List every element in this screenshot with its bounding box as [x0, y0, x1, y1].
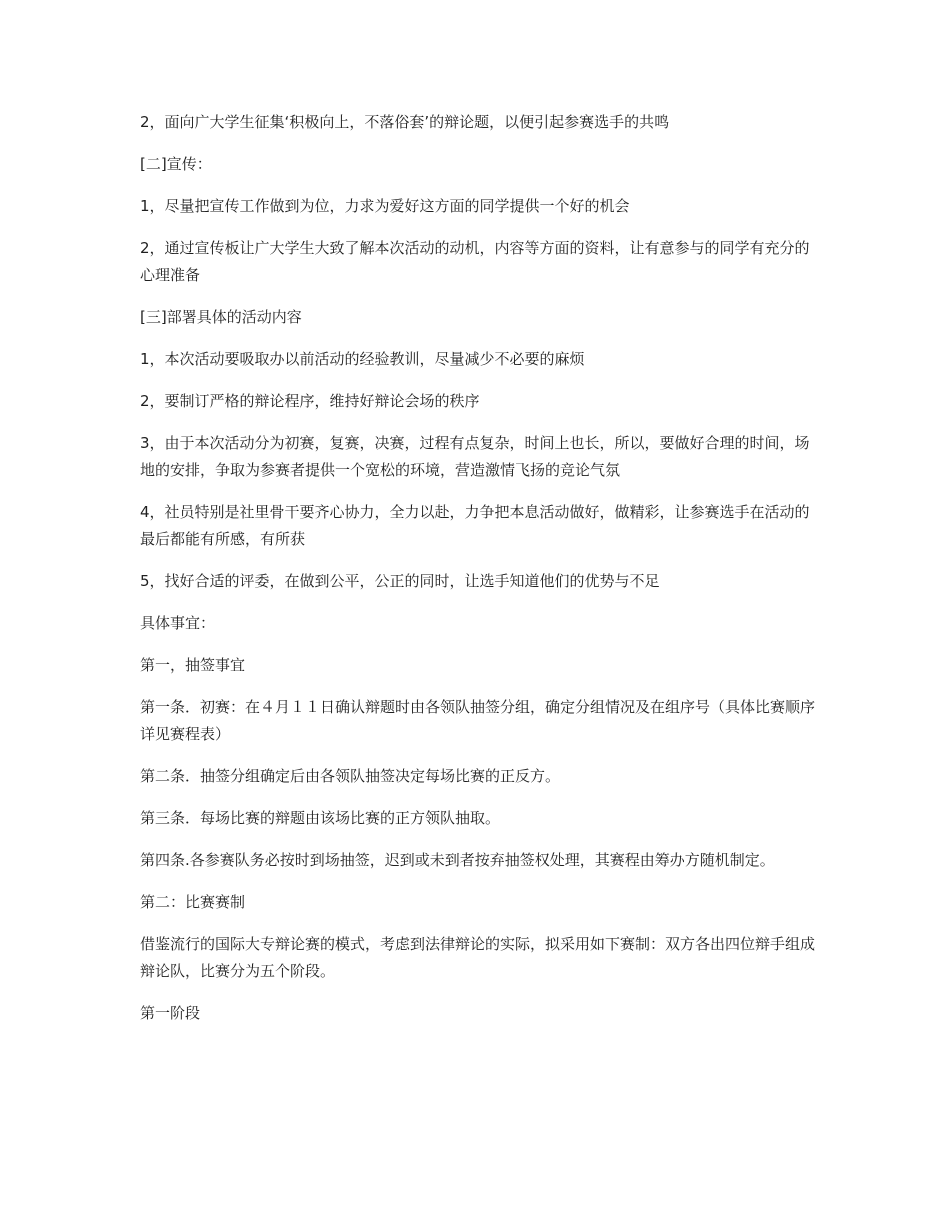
paragraph-arrangement-5: 5，找好合适的评委，在做到公平，公正的同时，让选手知道他们的优势与不足	[140, 572, 660, 590]
section-heading-format: 第二：比赛赛制	[140, 893, 246, 911]
section-heading-publicity: [二]宣传：	[140, 155, 212, 173]
section-heading-stage-1: 第一阶段	[140, 1004, 201, 1022]
paragraph-draw-article-3: 第三条．每场比赛的辩题由该场比赛的正方领队抽取。	[140, 809, 501, 827]
section-heading-arrangement: [三]部署具体的活动内容	[140, 308, 302, 326]
paragraph-publicity-2: 2，通过宣传板让广大学生大致了解本次活动的动机，内容等方面的资料，让有意参与的同学有充分的心理准备	[140, 239, 810, 284]
paragraph-arrangement-3: 3，由于本次活动分为初赛，复赛，决赛，过程有点复杂，时间上也长，所以，要做好合理的时间，场地的安排，争取为参赛者提供一个宽松的环境，营造激情飞扬的竞论气氛	[140, 434, 810, 479]
paragraph-draw-article-2: 第二条．抽签分组确定后由各领队抽签决定每场比赛的正反方。	[140, 767, 561, 785]
paragraph-format-description: 借鉴流行的国际大专辩论赛的模式，考虑到法律辩论的实际，拟采用如下赛制：双方各出四位辩手组成辩论队，比赛分为五个阶段。	[140, 935, 816, 980]
paragraph-promo-topic-collection: 2，面向广大学生征集‘积极向上，不落俗套’的辩论题，以便引起参赛选手的共鸣	[140, 113, 670, 131]
section-heading-details: 具体事宜：	[140, 614, 216, 632]
paragraph-arrangement-1: 1，本次活动要吸取办以前活动的经验教训，尽量减少不必要的麻烦	[140, 350, 585, 368]
section-heading-draw: 第一，抽签事宜	[140, 656, 246, 674]
paragraph-arrangement-4: 4，社员特别是社里骨干要齐心协力，全力以赴，力争把本息活动做好，做精彩，让参赛选手在活动的最后都能有所感，有所获	[140, 503, 810, 548]
paragraph-arrangement-2: 2，要制订严格的辩论程序，维持好辩论会场的秩序	[140, 392, 480, 410]
paragraph-publicity-1: 1，尽量把宣传工作做到为位，力求为爱好这方面的同学提供一个好的机会	[140, 197, 630, 215]
paragraph-draw-article-4: 第四条.各参赛队务必按时到场抽签，迟到或未到者按弃抽签权处理，其赛程由筹办方随机制定。	[140, 851, 775, 869]
paragraph-draw-article-1: 第一条．初赛：在４月１１日确认辩题时由各领队抽签分组，确定分组情况及在组序号（具体比赛顺序详见赛程表）	[140, 698, 816, 743]
document-body	[140, 109, 820, 1042]
